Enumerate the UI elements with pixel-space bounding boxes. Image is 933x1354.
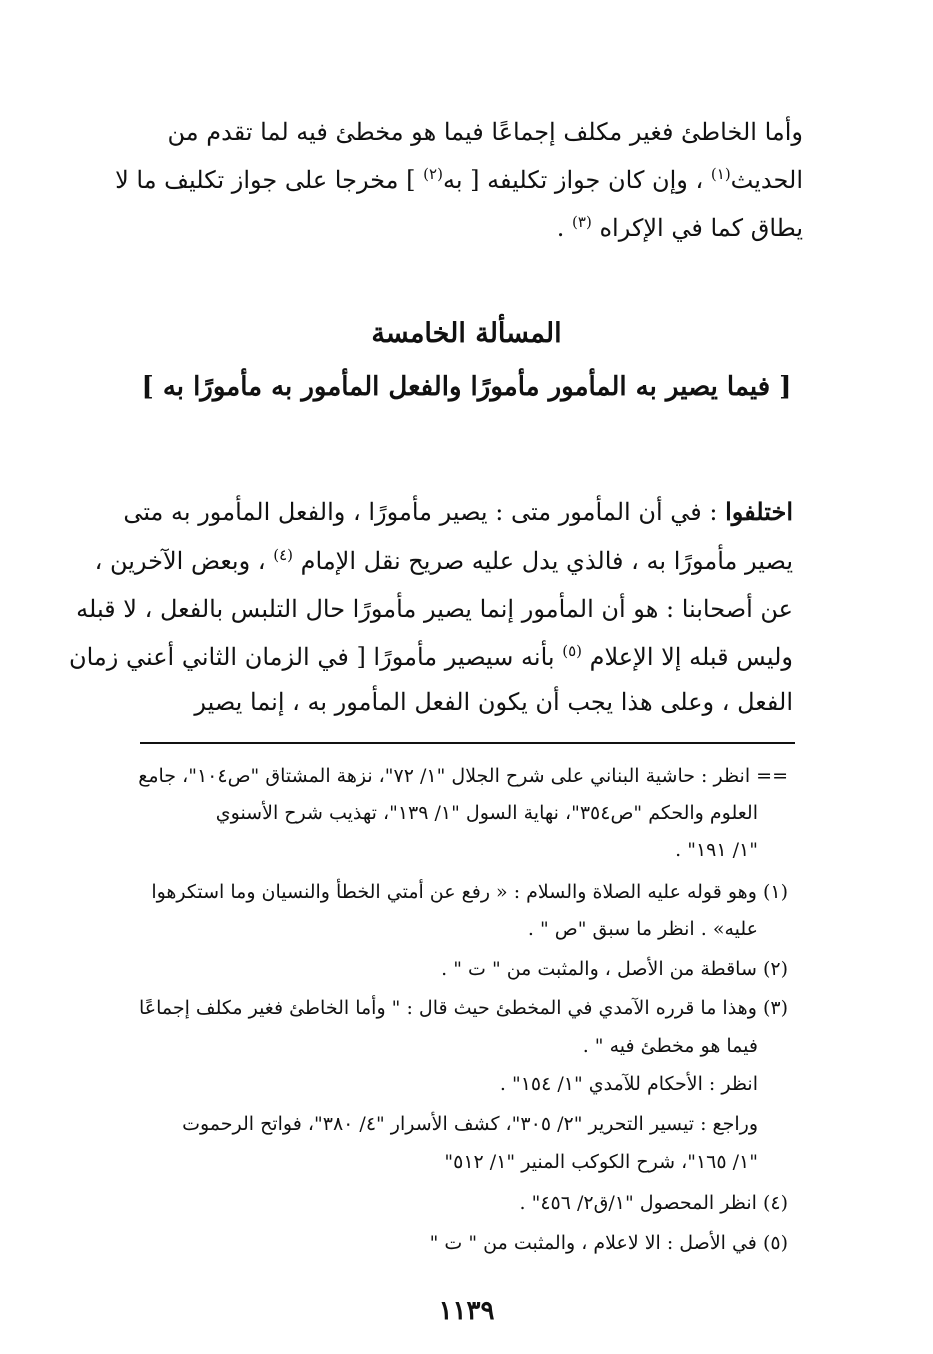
footnote-ref-5: (٥) xyxy=(562,642,582,660)
footnote-continued-line-2: العلوم والحكم "ص٣٥٤"، نهاية السول "١/ ١٣٩"، تهذيب شرح الأسنوي xyxy=(215,802,758,824)
footnote-1-line-2: عليه» . انظر ما سبق "ص " . xyxy=(527,918,758,940)
footnote-2-text: ساقطة من الأصل ، والمثبت من " ت " . xyxy=(441,958,757,980)
footnote-3-line-4: وراجع : تيسير التحرير "٢/ ٣٠٥"، كشف الأسرار "٤/ ٣٨٠"، فواتح الرحموت xyxy=(182,1113,758,1135)
footnote-1-number: (١) xyxy=(762,881,788,903)
footnote-separator xyxy=(140,742,795,744)
body-line-1-text: : في أن المأمور متى : يصير مأمورًا ، والفعل المأمور به متى xyxy=(123,498,718,526)
footnote-1-line-1: وهو قوله عليه الصلاة والسلام : « رفع عن أمتي الخطأ والنسيان وما استكرهوا xyxy=(151,881,757,903)
body-line-5-text: الفعل ، وعلى هذا يجب أن يكون الفعل المأمور به ، إنما يصير xyxy=(194,688,793,716)
body-line-2 xyxy=(94,546,793,575)
intro-line-3-b: . xyxy=(556,214,565,242)
body-line-5 xyxy=(100,688,793,716)
footnote-3-line-1: وهذا ما قرره الآمدي في المخطئ حيث قال : " وأما الخاطئ فغير مكلف إجماعًا xyxy=(138,997,757,1019)
body-line-4-a: وليس قبله إلا الإعلام xyxy=(589,643,793,671)
footnote-5-number: (٥) xyxy=(762,1232,788,1254)
footnote-2-number: (٢) xyxy=(762,958,788,980)
footnote-4-number: (٤) xyxy=(762,1192,788,1214)
footnote-3-line-2: فيما هو مخطئ فيه " . xyxy=(582,1035,758,1057)
section-title: المسألة الخامسة xyxy=(371,318,562,349)
footnote-continued-line-3: "١/ ١٩١" . xyxy=(675,839,758,861)
intro-line-3 xyxy=(0,213,803,242)
body-line-2-b: ، وبعض الآخرين ، xyxy=(94,547,266,575)
footnote-3-line-3: انظر : الأحكام للآمدي "١/ ١٥٤" . xyxy=(499,1073,758,1095)
intro-line-3-a: يطاق كما في الإكراه xyxy=(599,214,803,242)
footnote-1 xyxy=(0,881,788,903)
footnote-2 xyxy=(0,958,788,980)
footnote-3-number: (٣) xyxy=(762,997,788,1019)
body-lead-word: اختلفوا xyxy=(725,497,793,526)
intro-line-2-c: ] مخرجا على جواز تكليف ما لا xyxy=(115,166,416,194)
intro-line-2-a: الحديث xyxy=(730,166,803,194)
intro-line-1 xyxy=(105,118,803,146)
body-line-3-text: عن أصحابنا : هو أن المأمور إنما يصير مأمورًا حال التلبس بالفعل ، لا قبله xyxy=(76,595,793,623)
body-line-1 xyxy=(100,497,793,526)
section-subtitle: [ فيما يصير به المأمور مأمورًا والفعل المأمور به مأمورًا به ] xyxy=(141,372,792,402)
intro-line-2 xyxy=(105,165,803,194)
footnote-5-text: في الأصل : الا لاعلام ، والمثبت من " ت " xyxy=(429,1232,757,1254)
footnote-5 xyxy=(0,1232,788,1254)
footnote-3-line-5: "١/ ١٦٥"، شرح الكوكب المنير "١/ ٥١٢" xyxy=(444,1151,758,1173)
footnote-ref-3: (٣) xyxy=(572,213,592,231)
body-line-3 xyxy=(76,595,793,623)
intro-line-1-text: وأما الخاطئ فغير مكلف إجماعًا فيما هو مخطئ فيه لما تقدم من xyxy=(167,118,803,146)
body-line-4-b: بأنه سيصير مأمورًا [ في الزمان الثاني أعني زمان xyxy=(68,643,555,671)
footnote-ref-1: (١) xyxy=(710,165,731,183)
footnote-ref-4: (٤) xyxy=(273,546,293,564)
footnote-4-text: انظر المحصول "١/ق٢/ ٤٥٦" . xyxy=(519,1192,757,1214)
footnote-ref-2: (٢) xyxy=(423,165,443,183)
body-line-2-a: يصير مأمورًا به ، فالذي يدل عليه صريح نقل الإمام xyxy=(300,547,793,575)
footnote-continued-line-1: == انظر : حاشية البناني على شرح الجلال "١/ ٧٢"، نزهة المشتاق "ص١٠٤"، جامع xyxy=(138,765,788,787)
footnote-4 xyxy=(0,1192,788,1214)
intro-line-2-b: ، وإن كان جواز تكليفه [ به xyxy=(442,166,704,194)
footnote-3 xyxy=(0,997,788,1019)
page-number: ١١٣٩ xyxy=(438,1296,495,1326)
body-line-4 xyxy=(68,642,793,671)
